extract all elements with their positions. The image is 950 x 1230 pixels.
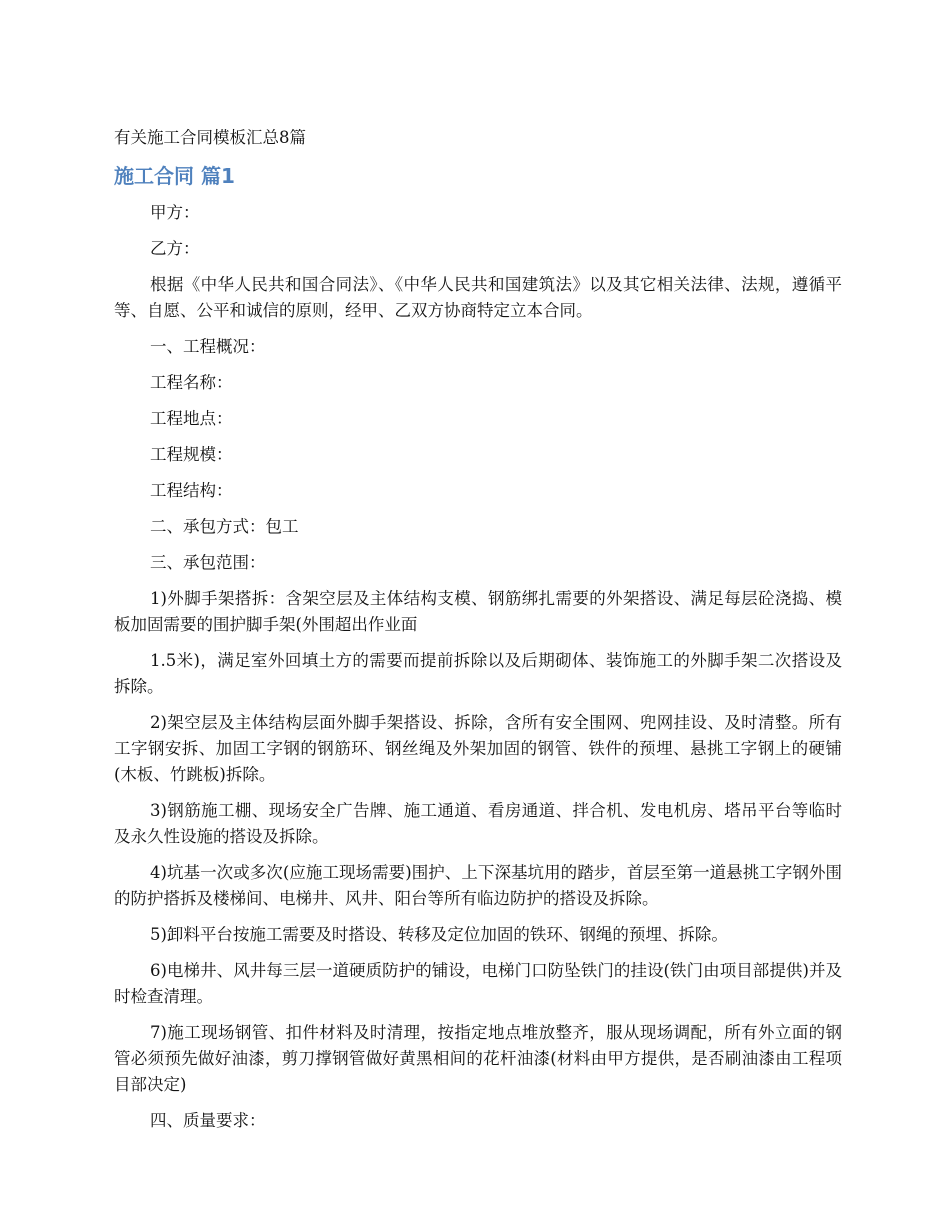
paragraph-contract-scope: 三、承包范围： <box>150 553 266 572</box>
paragraph-preamble: 根据《中华人民共和国合同法》、《中华人民共和国建筑法》以及其它相关法律、法规，遵循平等、自愿、公平和诚信的原则，经甲、乙双方协商特定立本合同。 <box>114 275 842 320</box>
paragraph-quality-requirements: 四、质量要求： <box>150 1111 266 1130</box>
document-body <box>114 126 842 1144</box>
paragraph-scope-item-1: 1)外脚手架搭拆：含架空层及主体结构支模、钢筋绑扎需要的外架搭设、满足每层砼浇捣、模板加固需要的围护脚手架(外围超出作业面 <box>114 589 842 634</box>
paragraph-scope-item-2: 2)架空层及主体结构层面外脚手架搭设、拆除，含所有安全围网、兜网挂设、及时清整。所有工字钢安拆、加固工字钢的钢筋环、钢丝绳及外架加固的钢管、铁件的预埋、悬挑工字钢上的硬铺(木板、竹跳板)拆除。 <box>114 713 842 784</box>
paragraph-scope-item-6: 6)电梯井、风井每三层一道硬质防护的铺设，电梯门口防坠铁门的挂设(铁门由项目部提供)并及时检查清理。 <box>114 961 842 1006</box>
document-title: 有关施工合同模板汇总8篇 <box>114 128 306 147</box>
paragraph-scope-item-4: 4)坑基一次或多次(应施工现场需要)围护、上下深基坑用的踏步，首层至第一道悬挑工字钢外围的防护搭拆及楼梯间、电梯井、风井、阳台等所有临边防护的搭设及拆除。 <box>114 863 842 908</box>
paragraph-scope-item-1-cont: 1.5米)，满足室外回填土方的需要而提前拆除以及后期砌体、装饰施工的外脚手架二次搭设及拆除。 <box>114 651 842 696</box>
paragraph-scope-item-7: 7)施工现场钢管、扣件材料及时清理，按指定地点堆放整齐，服从现场调配，所有外立面的钢管必须预先做好油漆，剪刀撑钢管做好黄黑相间的花杆油漆(材料由甲方提供，是否刷油漆由工程项目部决定) <box>114 1023 842 1094</box>
paragraph-project-structure: 工程结构： <box>150 481 233 500</box>
paragraph-party-a: 甲方： <box>150 203 200 222</box>
paragraph-project-location: 工程地点： <box>150 409 233 428</box>
paragraph-party-b: 乙方： <box>150 239 200 258</box>
paragraph-contract-method: 二、承包方式：包工 <box>150 517 299 536</box>
paragraph-scope-item-3: 3)钢筋施工棚、现场安全广告牌、施工通道、看房通道、拌合机、发电机房、塔吊平台等临时及永久性设施的搭设及拆除。 <box>114 801 842 846</box>
paragraph-project-overview: 一、工程概况： <box>150 337 266 356</box>
paragraph-scope-item-5: 5)卸料平台按施工需要及时搭设、转移及定位加固的铁环、钢绳的预埋、拆除。 <box>150 925 728 944</box>
section-heading: 施工合同 篇1 <box>114 164 235 188</box>
paragraph-project-name: 工程名称： <box>150 373 233 392</box>
paragraph-project-scale: 工程规模： <box>150 445 233 464</box>
